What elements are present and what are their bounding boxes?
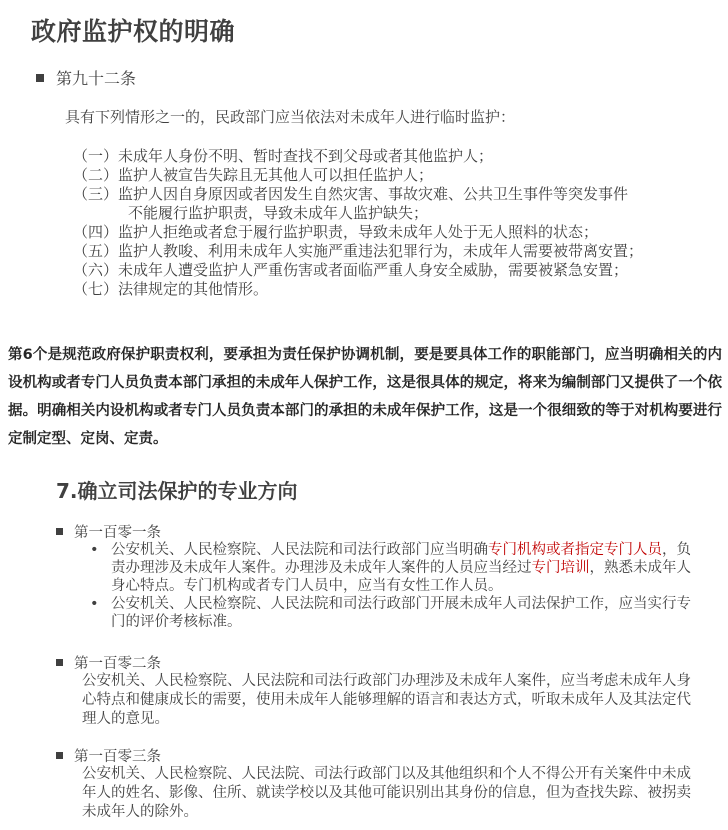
article-92-intro: 具有下列情形之一的，民政部门应当依法对未成年人进行临时监护：	[65, 108, 516, 126]
article-103-body: 公安机关、人民检察院、人民法院、司法行政部门以及其他组织和个人不得公开有关案件中未成年人的姓名、影像、住所、就读学校以及其他可能识别出其身份的信息，但为查找失踪、被拐卖未成年人的除外。	[82, 766, 691, 820]
list-item: • 公安机关、人民检察院、人民法院和司法行政部门开展未成年人司法保护工作，应当实行专门的评价考核标准。	[86, 595, 696, 631]
article-101-heading	[56, 521, 696, 541]
article-103-label: 第一百零三条	[74, 748, 161, 765]
article-102-body: 公安机关、人民检察院、人民法院和司法行政部门办理涉及未成年人案件，应当考虑未成年人身心特点和健康成长的需要，使用未成年人能够理解的语言和表达方式，听取未成年人及其法定代理人的意见。	[82, 673, 691, 727]
list-item: （四）监护人拒绝或者怠于履行监护职责，导致未成年人处于无人照料的状态；	[73, 223, 599, 241]
list-item: （三）监护人因自身原因或者因发生自然灾害、事故灾难、公共卫生事件等突发事件	[73, 185, 629, 203]
list-item-continuation: 不能履行监护职责，导致未成年人监护缺失；	[128, 204, 429, 222]
list-item: （一）未成年人身份不明、暂时查找不到父母或者其他监护人；	[73, 147, 494, 165]
article-102-heading	[56, 652, 692, 672]
article-92-label: 第九十二条	[56, 69, 137, 88]
highlight-text: 专门培训	[531, 560, 590, 576]
article-102-label: 第一百零二条	[74, 655, 161, 672]
square-bullet-icon	[36, 74, 44, 82]
square-bullet-icon	[56, 752, 63, 759]
text-segment: ，负责办理涉及未成年人案件。办理涉及未成年人案件的人员应当经过	[111, 542, 691, 576]
article-101-bullets	[86, 541, 696, 631]
list-item	[86, 541, 696, 595]
highlight-text: 专门机构或者指定专门人员	[488, 542, 662, 558]
text-segment: 公安机关、人民检察院、人民法院和司法行政部门应当明确	[111, 542, 488, 558]
list-item: （五）监护人教唆、利用未成年人实施严重违法犯罪行为，未成年人需要被带离安置；	[73, 242, 644, 260]
section-title-judicial-protection: 7.确立司法保护的专业方向	[56, 479, 298, 503]
article-92-list	[73, 147, 643, 299]
section-title-government-guardianship: 政府监护权的明确	[31, 17, 236, 46]
list-item: （七）法律规定的其他情形。	[73, 280, 269, 298]
commentary-paragraph: 第6个是规范政府保护职责权利，要承担为责任保护协调机制，要是要具体工作的职能部门，应当明确相关的内设机构或者专门人员负责本部门承担的未成年人保护工作，这是很具体的规定，将来为编制部门又提供了一个依据。明确相关内设机构或者专门人员负责本部门的承担的未成年保护工作，这是一个很细致的等于对机构要进行定制定型、定岗、定责。	[8, 347, 722, 447]
square-bullet-icon	[56, 659, 63, 666]
article-101	[56, 521, 696, 631]
list-item: （六）未成年人遭受监护人严重伤害或者面临严重人身安全威胁，需要被紧急安置；	[73, 261, 629, 279]
article-103	[56, 745, 692, 822]
article-102	[56, 652, 692, 729]
square-bullet-icon	[56, 528, 63, 535]
list-item: （二）监护人被宣告失踪且无其他人可以担任监护人；	[73, 166, 434, 184]
text-segment: ，熟悉未成年人身心特点。专门机构或者专门人员中，应当有女性工作人员。	[111, 560, 691, 594]
article-101-label: 第一百零一条	[74, 524, 161, 541]
article-103-heading	[56, 745, 692, 765]
article-92-heading	[36, 66, 136, 89]
